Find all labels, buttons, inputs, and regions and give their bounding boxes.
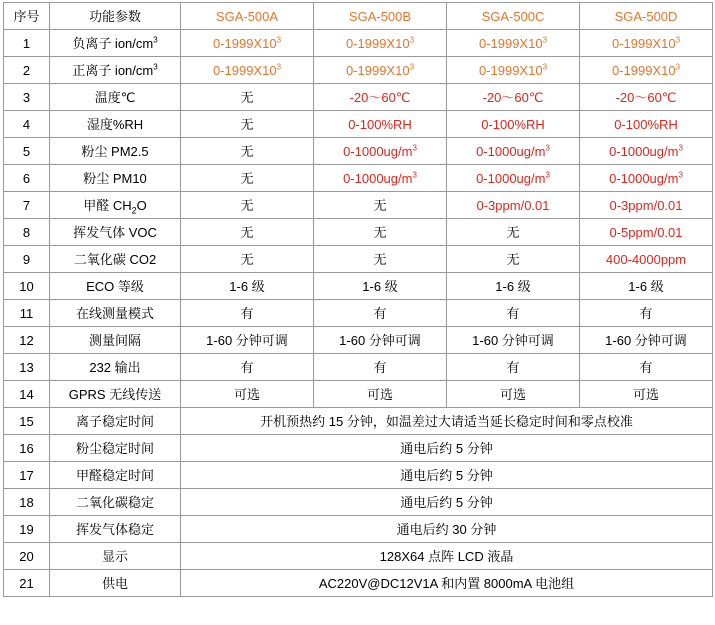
row-value-model-d: 0-100%RH: [580, 111, 713, 138]
column-header-param: 功能参数: [50, 3, 181, 30]
row-index: 19: [4, 516, 50, 543]
table-row: [4, 489, 713, 516]
row-value-model-c: $0-1999X10^3$: [447, 57, 580, 84]
row-index: 1: [4, 30, 50, 57]
table-row: [4, 30, 713, 57]
table-header-row: [4, 3, 713, 30]
table-row: [4, 408, 713, 435]
row-value-model-c: 可选: [447, 381, 580, 408]
row-value-model-d: 0-5ppm/0.01: [580, 219, 713, 246]
row-value-model-b: 无: [314, 246, 447, 273]
row-value-model-b: 可选: [314, 381, 447, 408]
row-parameter-label: GPRS 无线传送: [50, 381, 181, 408]
row-value-model-d: $0-1000ug/m^3$: [580, 165, 713, 192]
table-row: [4, 516, 713, 543]
row-parameter-label: 粉尘 PM10: [50, 165, 181, 192]
row-value-model-a: 1-6 级: [181, 273, 314, 300]
row-parameter-label: 供电: [50, 570, 181, 597]
row-parameter-label: 粉尘稳定时间: [50, 435, 181, 462]
row-index: 15: [4, 408, 50, 435]
row-value-model-a: 有: [181, 300, 314, 327]
row-value-model-c: 1-60 分钟可调: [447, 327, 580, 354]
row-value-model-a: 无: [181, 165, 314, 192]
row-index: 11: [4, 300, 50, 327]
table-row: [4, 327, 713, 354]
row-parameter-label: 测量间隔: [50, 327, 181, 354]
row-value-model-a: 无: [181, 246, 314, 273]
row-index: 5: [4, 138, 50, 165]
row-value-merged: 通电后约 30 分钟: [181, 516, 713, 543]
row-value-merged: 128X64 点阵 LCD 液晶: [181, 543, 713, 570]
table-row: [4, 192, 713, 219]
row-parameter-label: 正离子 ion/$cm^3$: [50, 57, 181, 84]
row-parameter-label: 在线测量模式: [50, 300, 181, 327]
row-value-model-b: $0-1999X10^3$: [314, 57, 447, 84]
row-parameter-label: 温度℃: [50, 84, 181, 111]
row-parameter-label: 离子稳定时间: [50, 408, 181, 435]
row-value-merged: 通电后约 5 分钟: [181, 462, 713, 489]
row-value-model-d: 有: [580, 354, 713, 381]
row-value-model-b: $0-1000ug/m^3$: [314, 138, 447, 165]
row-index: 18: [4, 489, 50, 516]
row-value-merged: AC220V@DC12V1A 和内置 8000mA 电池组: [181, 570, 713, 597]
row-value-merged: 开机预热约 15 分钟，如温差过大请适当延长稳定时间和零点校准: [181, 408, 713, 435]
row-index: 10: [4, 273, 50, 300]
column-header-model-b: SGA-500B: [314, 3, 447, 30]
row-value-model-a: 1-60 分钟可调: [181, 327, 314, 354]
table-row: [4, 381, 713, 408]
table-row: [4, 273, 713, 300]
row-value-model-b: 无: [314, 192, 447, 219]
row-index: 3: [4, 84, 50, 111]
row-value-model-d: 可选: [580, 381, 713, 408]
row-value-model-b: 有: [314, 354, 447, 381]
table-row: [4, 111, 713, 138]
column-header-model-c: SGA-500C: [447, 3, 580, 30]
row-index: 2: [4, 57, 50, 84]
row-value-model-d: 1-6 级: [580, 273, 713, 300]
table-row: [4, 138, 713, 165]
column-header-model-a: SGA-500A: [181, 3, 314, 30]
row-parameter-label: 湿度%RH: [50, 111, 181, 138]
table-row: [4, 435, 713, 462]
row-value-model-d: $0-1999X10^3$: [580, 30, 713, 57]
row-value-model-a: 无: [181, 111, 314, 138]
table-row: [4, 300, 713, 327]
row-value-model-d: $0-1999X10^3$: [580, 57, 713, 84]
row-value-model-c: 无: [447, 219, 580, 246]
row-value-model-a: $0-1999X10^3$: [181, 57, 314, 84]
row-index: 14: [4, 381, 50, 408]
row-index: 6: [4, 165, 50, 192]
specification-table: [3, 2, 713, 597]
row-value-model-c: 0-3ppm/0.01: [447, 192, 580, 219]
row-value-model-c: -20～60℃: [447, 84, 580, 111]
row-value-model-b: 有: [314, 300, 447, 327]
table-body: [4, 30, 713, 597]
row-index: 8: [4, 219, 50, 246]
table-row: [4, 462, 713, 489]
row-value-model-c: $0-1000ug/m^3$: [447, 138, 580, 165]
row-value-model-b: 1-6 级: [314, 273, 447, 300]
row-parameter-label: 负离子 ion/$cm^3$: [50, 30, 181, 57]
table-row: [4, 219, 713, 246]
row-value-model-a: 无: [181, 219, 314, 246]
table-row: [4, 165, 713, 192]
row-value-model-d: 有: [580, 300, 713, 327]
row-value-model-c: 有: [447, 354, 580, 381]
row-index: 16: [4, 435, 50, 462]
table-row: [4, 246, 713, 273]
row-index: 4: [4, 111, 50, 138]
row-parameter-label: 二氧化碳稳定: [50, 489, 181, 516]
row-parameter-label: 挥发气体稳定: [50, 516, 181, 543]
table-row: [4, 84, 713, 111]
row-parameter-label: ECO 等级: [50, 273, 181, 300]
table-row: [4, 543, 713, 570]
row-index: 12: [4, 327, 50, 354]
row-value-model-b: 1-60 分钟可调: [314, 327, 447, 354]
row-value-model-c: 无: [447, 246, 580, 273]
row-index: 7: [4, 192, 50, 219]
table-header: [4, 3, 713, 30]
row-value-model-b: 无: [314, 219, 447, 246]
row-value-model-c: 0-100%RH: [447, 111, 580, 138]
table-row: [4, 354, 713, 381]
row-value-model-a: 无: [181, 84, 314, 111]
row-value-model-b: $0-1999X10^3$: [314, 30, 447, 57]
row-parameter-label: 粉尘 PM2.5: [50, 138, 181, 165]
table-row: [4, 570, 713, 597]
row-value-model-d: 1-60 分钟可调: [580, 327, 713, 354]
row-value-model-c: $0-1999X10^3$: [447, 30, 580, 57]
row-value-model-a: 有: [181, 354, 314, 381]
row-parameter-label: 甲醛 $CH_2O$: [50, 192, 181, 219]
row-parameter-label: 显示: [50, 543, 181, 570]
row-parameter-label: 232 输出: [50, 354, 181, 381]
row-value-model-d: 0-3ppm/0.01: [580, 192, 713, 219]
row-value-model-d: -20～60℃: [580, 84, 713, 111]
table-row: [4, 57, 713, 84]
row-value-model-b: 0-100%RH: [314, 111, 447, 138]
row-value-model-a: 无: [181, 192, 314, 219]
row-value-model-b: -20～60℃: [314, 84, 447, 111]
row-value-model-b: $0-1000ug/m^3$: [314, 165, 447, 192]
column-header-no: 序号: [4, 3, 50, 30]
row-index: 13: [4, 354, 50, 381]
row-value-model-a: 可选: [181, 381, 314, 408]
row-value-model-c: $0-1000ug/m^3$: [447, 165, 580, 192]
column-header-model-d: SGA-500D: [580, 3, 713, 30]
row-index: 17: [4, 462, 50, 489]
row-parameter-label: 挥发气体 VOC: [50, 219, 181, 246]
row-parameter-label: 二氧化碳 CO2: [50, 246, 181, 273]
row-value-merged: 通电后约 5 分钟: [181, 489, 713, 516]
row-parameter-label: 甲醛稳定时间: [50, 462, 181, 489]
row-value-model-c: 1-6 级: [447, 273, 580, 300]
row-index: 20: [4, 543, 50, 570]
row-value-model-d: 400-4000ppm: [580, 246, 713, 273]
row-value-model-c: 有: [447, 300, 580, 327]
row-value-model-a: $0-1999X10^3$: [181, 30, 314, 57]
row-value-model-d: $0-1000ug/m^3$: [580, 138, 713, 165]
row-index: 9: [4, 246, 50, 273]
row-index: 21: [4, 570, 50, 597]
row-value-merged: 通电后约 5 分钟: [181, 435, 713, 462]
row-value-model-a: 无: [181, 138, 314, 165]
